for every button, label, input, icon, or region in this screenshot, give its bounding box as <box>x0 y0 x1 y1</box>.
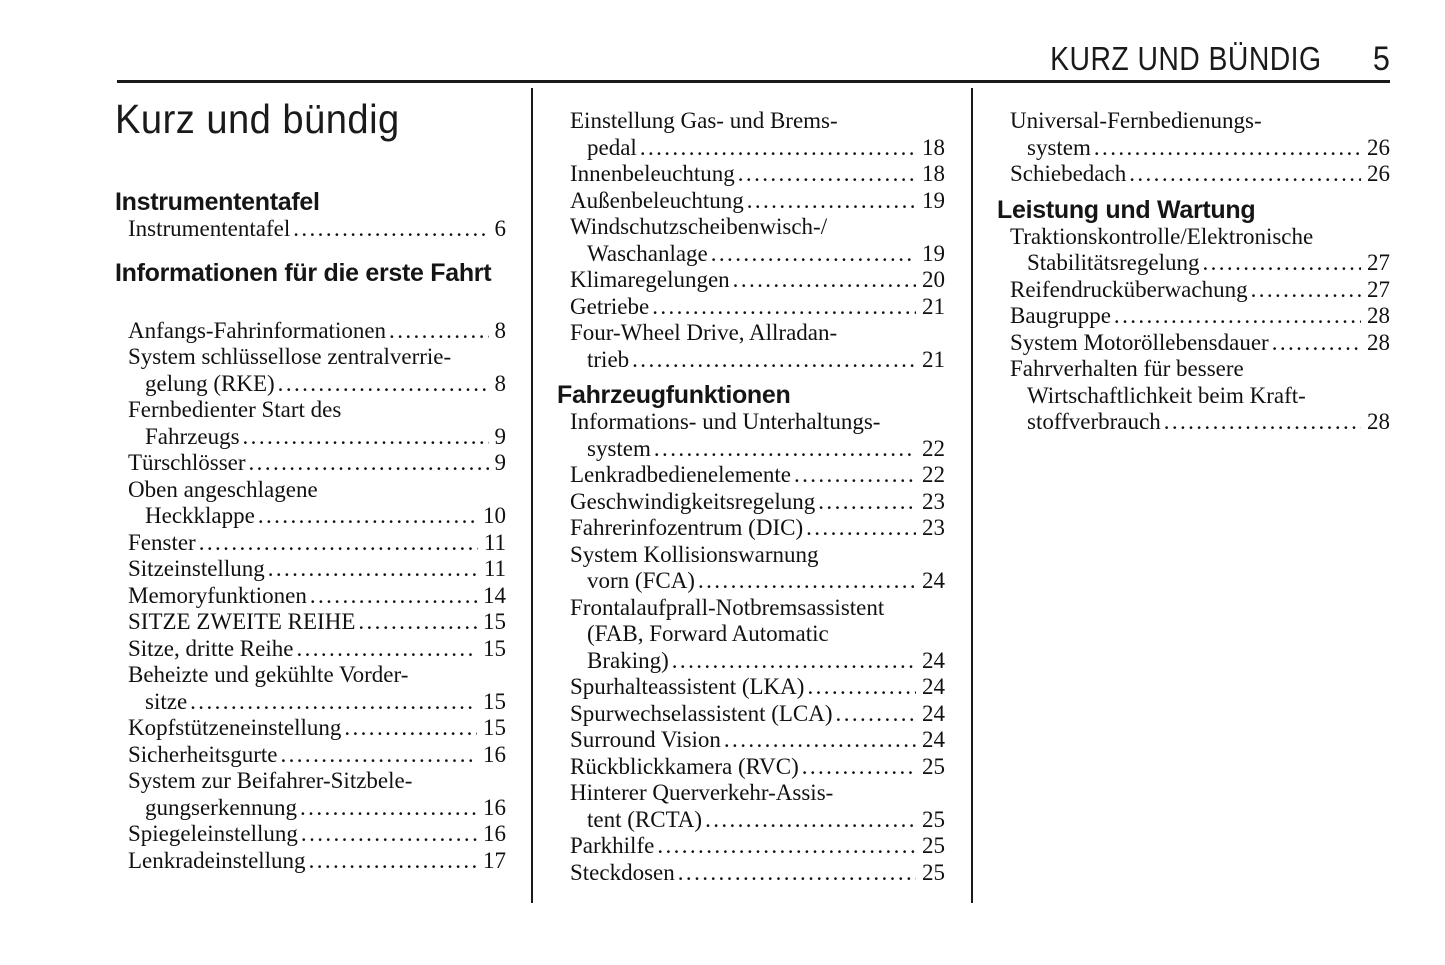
page-ref: 17 <box>483 847 506 873</box>
toc-entry-text: Stabilitätsregelung <box>1027 250 1200 275</box>
toc-entry-line <box>557 320 945 347</box>
toc-entry-line <box>557 648 945 675</box>
toc-entry-line <box>557 409 945 436</box>
toc-entry-text: System Motoröllebensdauer <box>1010 329 1269 355</box>
dot-leader <box>344 715 477 742</box>
toc-entry-line <box>557 108 945 135</box>
toc-entry-line <box>115 556 506 583</box>
dot-leader <box>657 833 916 860</box>
toc-entry-text: Traktionskontrolle/Elektronische <box>1010 223 1314 249</box>
page-ref: 28 <box>1367 409 1390 434</box>
page-ref: 19 <box>922 240 945 266</box>
dot-leader <box>705 807 916 834</box>
toc-entry-line <box>115 397 506 424</box>
page-ref: 21 <box>922 293 945 319</box>
toc-entry-text: Spurwechselassistent (LCA) <box>570 700 833 726</box>
toc-entry-text: Spurhalteassistent (LKA) <box>570 674 805 699</box>
dot-leader <box>389 318 488 345</box>
toc-entry-line <box>115 662 506 689</box>
toc-entry-text: (FAB, Forward Automatic <box>587 621 829 646</box>
toc-entry-text: Fenster <box>128 529 196 555</box>
toc-entry-text: Windschutzscheibenwisch-/ <box>570 214 828 239</box>
dot-leader <box>268 556 478 583</box>
toc-entry-text: Lenkradeinstellung <box>128 847 306 873</box>
toc-section-heading: Informationen für die erste Fahrt <box>115 258 492 287</box>
dot-leader <box>1164 409 1361 436</box>
toc-entry-line <box>557 780 945 807</box>
dot-leader <box>1114 303 1361 330</box>
page-ref: 8 <box>494 370 506 396</box>
page-ref: 24 <box>922 700 945 726</box>
dot-leader <box>802 754 916 781</box>
toc-entry-line <box>115 715 506 742</box>
toc-section-heading: Fahrzeugfunktionen <box>557 381 791 409</box>
toc-entry-line <box>997 330 1390 357</box>
page-ref: 24 <box>922 647 945 673</box>
toc-entry-line <box>997 356 1390 383</box>
toc-entry-line <box>997 224 1390 251</box>
dot-leader <box>190 689 477 716</box>
toc-entry-line <box>115 609 506 636</box>
page-ref: 19 <box>922 187 945 213</box>
dot-leader <box>300 795 477 822</box>
toc-entry-line <box>557 436 945 463</box>
toc-entry-line <box>115 795 506 822</box>
dot-leader <box>1129 161 1361 188</box>
toc-entry-line <box>557 860 945 887</box>
dot-leader <box>249 450 489 477</box>
dot-leader <box>278 371 489 398</box>
toc-entry-text: Kopfstützeneinstellung <box>128 715 342 740</box>
dot-leader <box>310 583 477 610</box>
dot-leader <box>698 568 916 595</box>
page-ref: 9 <box>494 423 506 449</box>
page-ref: 16 <box>483 794 506 820</box>
dot-leader <box>733 267 916 294</box>
toc-entry-text: Waschanlage <box>587 240 708 266</box>
dot-leader <box>1251 277 1361 304</box>
toc-entry-line <box>997 383 1390 410</box>
toc-section-heading: Instrumententafel <box>115 188 320 216</box>
toc-entry-text: Oben angeschlagene <box>128 476 318 502</box>
toc-entry-text: SITZE ZWEITE REIHE <box>128 609 356 634</box>
toc-entry-text: Fernbedienter Start des <box>128 397 342 422</box>
page-ref: 27 <box>1367 276 1390 302</box>
page-ref: 15 <box>483 688 506 714</box>
toc-entry-text: Universal-Fernbedienungs- <box>1010 108 1262 133</box>
toc-entry-text: system <box>1027 134 1091 160</box>
toc-entry-line <box>557 462 945 489</box>
page-ref: 21 <box>922 346 945 372</box>
toc-entry-line <box>557 489 945 516</box>
dot-leader <box>794 462 916 489</box>
dot-leader <box>818 489 916 516</box>
toc-entry-text: Getriebe <box>570 293 650 319</box>
toc-entry-text: Schiebedach <box>1010 161 1127 186</box>
toc-entry-text: pedal <box>587 134 637 160</box>
page-ref: 24 <box>922 568 945 593</box>
dot-leader <box>258 503 477 530</box>
toc-entry-line <box>997 250 1390 277</box>
page-title: Kurz und bündig <box>115 96 400 142</box>
toc-entry-text: tent (RCTA) <box>587 806 703 832</box>
page-ref: 16 <box>483 741 506 767</box>
page-ref: 23 <box>922 488 945 514</box>
dot-leader <box>309 848 477 875</box>
dot-leader <box>1272 330 1361 357</box>
page-ref: 26 <box>1367 161 1390 186</box>
toc-entry-line <box>997 303 1390 330</box>
dot-leader <box>678 860 916 887</box>
toc-entry-line <box>115 768 506 795</box>
toc-entry-line <box>557 135 945 162</box>
dot-leader <box>640 135 916 162</box>
toc-entry-text: Steckdosen <box>570 859 675 885</box>
toc-entry-line <box>557 347 945 374</box>
page-ref: 16 <box>483 821 506 846</box>
page-header <box>117 40 1390 79</box>
dot-leader <box>1202 250 1361 277</box>
toc-entry-text: Instrumententafel <box>128 216 291 241</box>
toc-entry-text: Heckklappe <box>145 503 255 528</box>
toc-entry-line <box>557 701 945 728</box>
page-ref: 28 <box>1367 329 1390 355</box>
page-ref: 10 <box>483 503 506 528</box>
toc-entry-line <box>557 214 945 241</box>
page-ref: 14 <box>483 582 506 608</box>
toc-entry-text: stoffverbrauch <box>1027 409 1161 434</box>
toc-entry-text: Türschlösser <box>128 450 246 475</box>
page-ref: 6 <box>494 216 506 241</box>
toc-entry-line <box>115 216 506 243</box>
toc-entry-line <box>557 267 945 294</box>
toc-entry-line <box>115 344 506 371</box>
toc-entry-line <box>115 318 506 345</box>
page-ref: 25 <box>922 859 945 885</box>
dot-leader <box>301 821 477 848</box>
page-ref: 18 <box>922 161 945 186</box>
toc-entry-text: Rückblickkamera (RVC) <box>570 753 799 779</box>
toc-entry-line <box>557 568 945 595</box>
toc-entry-text: System Kollisionswarnung <box>570 541 819 567</box>
toc-entry-text: Einstellung Gas- und Brems- <box>570 108 838 133</box>
toc-entry-line <box>557 807 945 834</box>
toc-entry-text: Sicherheitsgurte <box>128 741 278 767</box>
toc-entry-text: sitze <box>145 688 188 714</box>
toc-entry-text: vorn (FCA) <box>587 568 695 593</box>
toc-entry-line <box>115 689 506 716</box>
toc-entry-line <box>557 595 945 622</box>
toc-entry-text: Parkhilfe <box>570 833 655 858</box>
page-ref: 11 <box>483 556 506 581</box>
toc-entry-text: Innenbeleuchtung <box>570 161 735 186</box>
toc-entry-line <box>557 161 945 188</box>
page-ref: 24 <box>922 727 945 752</box>
column-divider-left <box>531 88 533 903</box>
toc-entry-text: Lenkradbedienelemente <box>570 462 791 487</box>
toc-entry-line <box>997 409 1390 436</box>
toc-entry-line <box>115 636 506 663</box>
dot-leader <box>1094 135 1361 162</box>
toc-entry-line <box>115 450 506 477</box>
toc-entry-line <box>115 583 506 610</box>
toc-entry-text: trieb <box>587 346 630 372</box>
page-ref: 18 <box>922 134 945 160</box>
dot-leader <box>806 515 916 542</box>
dot-leader <box>724 727 916 754</box>
page-ref: 9 <box>494 450 506 475</box>
page-ref: 25 <box>922 753 945 779</box>
toc-entry-text: Wirtschaftlichkeit beim Kraft- <box>1027 382 1306 408</box>
toc-entry-text: System schlüssellose zentralverrie- <box>128 344 452 369</box>
toc-entry-text: Außenbeleuchtung <box>570 187 744 213</box>
dot-leader <box>280 742 477 769</box>
toc-entry-line <box>997 277 1390 304</box>
toc-entry-text: Sitzeinstellung <box>128 556 265 581</box>
toc-entry-line <box>557 727 945 754</box>
toc-column-middle <box>557 108 945 886</box>
toc-entry-line <box>557 674 945 701</box>
toc-entry-text: Anfangs-Fahrinformationen <box>128 317 387 343</box>
toc-entry-line <box>557 542 945 569</box>
toc-entry-line <box>115 371 506 398</box>
toc-entry-line <box>557 833 945 860</box>
dot-leader <box>738 161 916 188</box>
toc-column-left <box>115 98 506 874</box>
toc-entry-line <box>557 621 945 648</box>
toc-entry-line <box>557 188 945 215</box>
toc-entry-text: Hinterer Querverkehr-Assis- <box>570 780 834 805</box>
toc-section-heading: Leistung und Wartung <box>997 195 1256 224</box>
page-ref: 27 <box>1367 250 1390 275</box>
page-ref: 15 <box>483 609 506 634</box>
toc-entry-text: Spiegeleinstellung <box>128 821 298 846</box>
toc-entry-line <box>115 848 506 875</box>
toc-entry-line <box>997 135 1390 162</box>
page-ref: 25 <box>922 833 945 858</box>
toc-entry-line <box>997 108 1390 135</box>
toc-entry-text: System zur Beifahrer-Sitzbele- <box>128 768 413 793</box>
toc-entry-line <box>115 742 506 769</box>
page-ref: 15 <box>483 715 506 740</box>
page-ref: 22 <box>922 462 945 487</box>
toc-entry-line <box>997 161 1390 188</box>
toc-entry-text: Baugruppe <box>1010 303 1111 328</box>
toc-entry-text: Informations- und Unterhaltungs- <box>570 409 881 434</box>
toc-entry-text: Reifendrucküberwachung <box>1010 276 1248 302</box>
toc-entry-text: Fahrerinfozentrum (DIC) <box>570 515 804 540</box>
toc-entry-line <box>557 754 945 781</box>
toc-entry-line <box>557 294 945 321</box>
toc-entry-text: gelung (RKE) <box>145 370 275 396</box>
toc-entry-text: Four-Wheel Drive, Allradan- <box>570 320 838 345</box>
toc-entry-text: gungserkennung <box>145 794 298 820</box>
toc-entry-text: Beheizte und gekühlte Vorder- <box>128 662 409 687</box>
page-ref: 25 <box>922 806 945 832</box>
toc-entry-text: Fahrverhalten für bessere <box>1010 356 1244 381</box>
page-ref: 8 <box>494 317 506 343</box>
toc-entry-line <box>557 515 945 542</box>
toc-column-right <box>997 108 1390 436</box>
toc-entry-text: Surround Vision <box>570 727 721 752</box>
dot-leader <box>836 701 916 728</box>
dot-leader <box>672 648 916 675</box>
toc-entry-text: Braking) <box>587 647 669 673</box>
dot-leader <box>711 241 916 268</box>
page-ref: 11 <box>483 529 506 555</box>
page-ref: 23 <box>922 515 945 540</box>
toc-entry-line <box>115 424 506 451</box>
header-rule <box>117 80 1390 83</box>
dot-leader <box>243 424 489 451</box>
toc-entry-text: Geschwindigkeitsregelung <box>570 488 816 514</box>
dot-leader <box>632 347 916 374</box>
toc-entry-text: Sitze, dritte Reihe <box>128 635 294 661</box>
dot-leader <box>358 609 477 636</box>
page-ref: 15 <box>483 635 506 661</box>
page-ref: 26 <box>1367 134 1390 160</box>
header-section-title: KURZ UND BÜNDIG <box>1049 40 1322 77</box>
dot-leader <box>654 436 916 463</box>
page-ref: 24 <box>922 674 945 699</box>
toc-entry-text: system <box>587 435 651 461</box>
toc-entry-text: Fahrzeugs <box>145 423 240 449</box>
toc-entry-text: Memoryfunktionen <box>128 582 307 608</box>
toc-entry-line <box>115 503 506 530</box>
page-ref: 20 <box>922 267 945 292</box>
toc-entry-line <box>115 530 506 557</box>
dot-leader <box>807 674 916 701</box>
page-ref: 28 <box>1367 303 1390 328</box>
toc-entry-line <box>115 477 506 504</box>
page-ref: 22 <box>922 435 945 461</box>
dot-leader <box>652 294 916 321</box>
toc-entry-text: Frontalaufprall-Notbremsassistent <box>570 594 885 620</box>
dot-leader <box>296 636 477 663</box>
toc-entry-line <box>115 821 506 848</box>
dot-leader <box>293 216 488 243</box>
column-divider-right <box>971 88 973 903</box>
toc-entry-line <box>557 241 945 268</box>
toc-entry-text: Klimaregelungen <box>570 267 730 292</box>
dot-leader <box>199 530 478 557</box>
dot-leader <box>747 188 916 215</box>
header-page-number: 5 <box>1372 40 1390 78</box>
